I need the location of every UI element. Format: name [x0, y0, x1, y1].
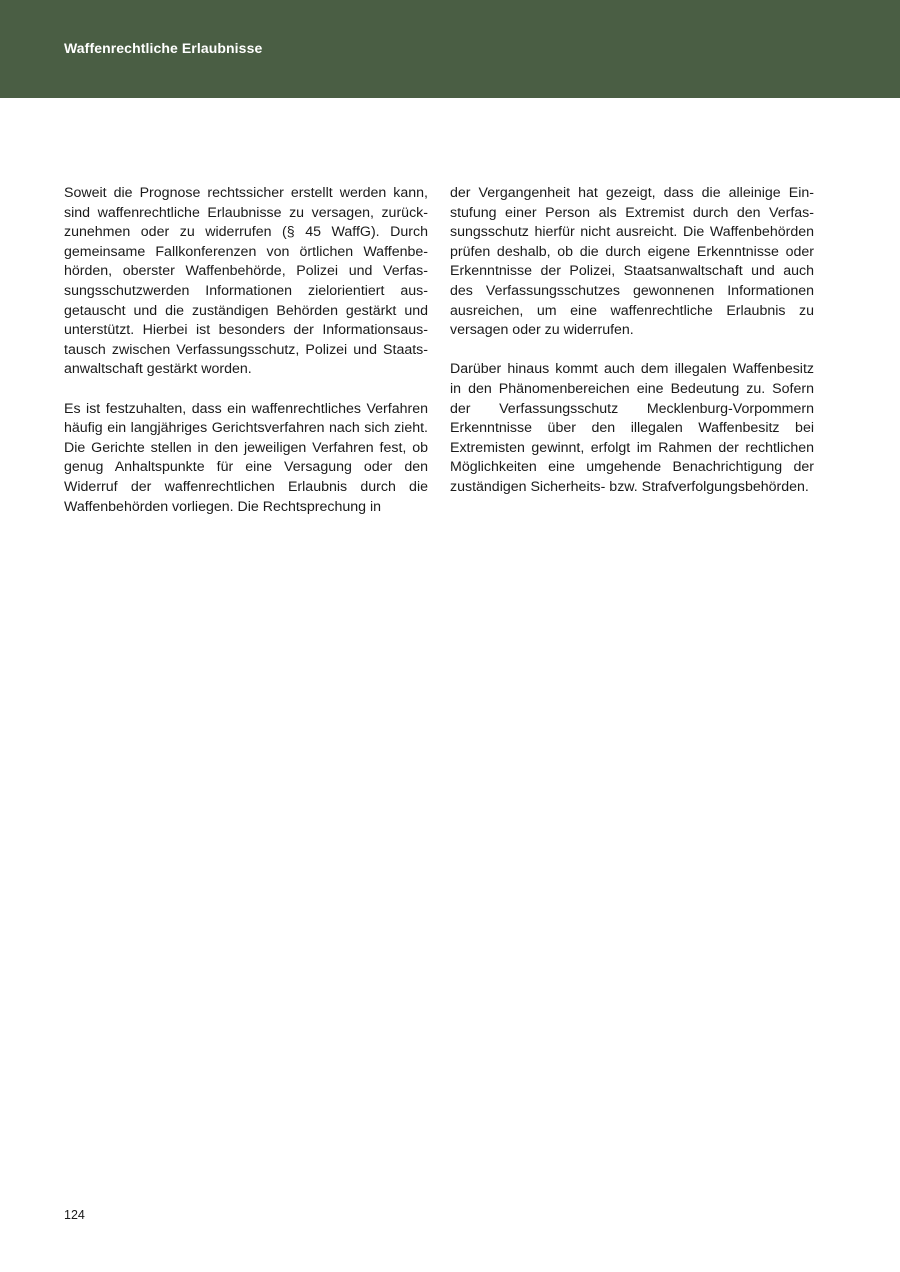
running-header-title: Waffenrechtliche Erlaubnisse: [64, 40, 263, 56]
paragraph-prognose: Soweit die Prognose rechtssicher erstellt werden kann, sind waffenrechtliche Erlaubnisse zu versagen, zurückzunehmen oder zu widerrufen (§ 45 WaffG). Durch gemeinsame Fallkonferenzen von örtlichen Waffenbehörden, oberster Waffenbehörde, Polizei und Verfassungsschutzwerden Informationen zielorientiert ausgetauscht und die zuständigen Behörden gestärkt und unterstützt. Hierbei ist besonders der Informationsaustausch zwischen Verfassungsschutz, Polizei und Staatsanwaltschaft gestärkt worden.: [64, 185, 428, 378]
paragraph-gerichtsverfahren: Es ist festzuhalten, dass ein waffenrechtliches Verfahren häufig ein langjähriges Gerichtsverfahren nach sich zieht. Die Gerichte stellen in den jeweiligen Verfahren fest, ob genug Anhaltspunkte für eine Versagung oder den Widerruf der waffenrechtlichen Erlaubnis durch die Waffenbehörden vorliegen. Die Rechtsprechung in: [64, 400, 428, 515]
page-number: 124: [64, 1208, 85, 1222]
paragraph-rechtsprechung: der Vergangenheit hat gezeigt, dass die alleinige Einstufung einer Person als Extremist durch den Verfassungsschutz hierfür nicht ausreicht. Die Waffenbehörden prüfen deshalb, ob die durch eigene Erkenntnisse oder Erkenntnisse der Polizei, Staatsanwaltschaft und auch des Verfassungsschutzes gewonnenen Informationen ausreichen, um eine waffenrechtliche Erlaubnis zu versagen oder zu widerrufen.: [450, 185, 814, 339]
paragraph-illegaler-waffenbesitz: Darüber hinaus kommt auch dem illegalen Waffenbesitz in den Phänomenbereichen eine Bedeutung zu. Sofern der Verfassungsschutz Mecklenburg-Vorpommern Erkenntnisse über den illegalen Waffenbesitz bei Extremisten gewinnt, erfolgt im Rahmen der rechtlichen Möglichkeiten eine umgehende Benachrichtigung der zuständigen Sicherheits- bzw. Strafverfolgungsbehörden.: [450, 361, 814, 495]
header-band: [0, 0, 900, 98]
text-column-right: [450, 184, 814, 498]
text-column-left: [64, 184, 428, 517]
